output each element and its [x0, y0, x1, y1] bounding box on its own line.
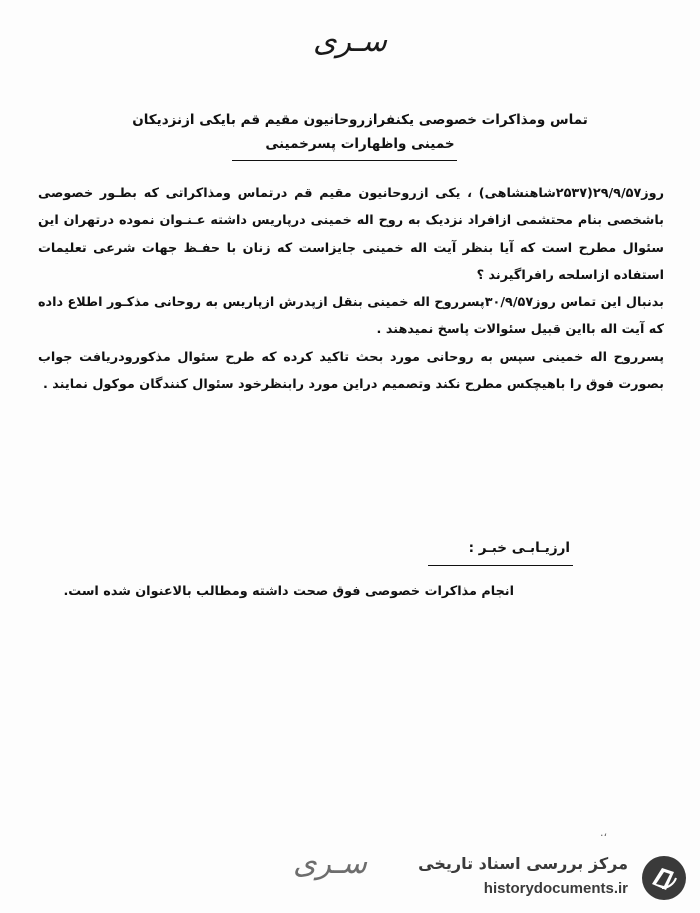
- scan-speck: .،: [600, 826, 608, 839]
- classification-stamp-bottom: سـری: [293, 846, 367, 881]
- evaluation-text: انجام مذاکرات خصوصی فوق صحت داشته ومطالب بالاعنوان شده است.: [63, 584, 514, 599]
- report-paragraph: بدنبال این تماس روز۳۰/۹/۵۷پسرروح اله خمینی بنقل ازپدرش ازپاریس به روحانی مذکـور اطلاع داده که آیت اله بااین قبیل سئوالات پاسخ نمیدهند .: [38, 295, 664, 338]
- evaluation-underline: [428, 565, 573, 566]
- document-title-line-2: خمینی واظهارات پسرخمینی: [265, 136, 455, 152]
- title-underline: [232, 160, 457, 161]
- watermark-title: مرکز بررسی اسناد تاریخی: [418, 854, 628, 873]
- evaluation-heading: ارزیـابـی خبـر :: [468, 540, 570, 556]
- document-title-line-1: تماس ومذاکرات خصوصی یکنفرازروحانیون مقیم قم بایکی ازنزدیکان: [132, 112, 588, 128]
- watermark-url: historydocuments.ir: [483, 880, 628, 897]
- report-body: [38, 180, 664, 398]
- archive-watermark: [416, 848, 688, 908]
- report-paragraph: روز۲۹/۹/۵۷(۲۵۳۷شاهنشاهی) ، یکی ازروحانیون مقیم قم درتماس ومذاکراتی که بطـور خصوصی باشخصی بنام محتشمی ازافراد نزدیک به روح اله خمینی درپاریس داشته عـنـوان نموده درتهران این سئوال مطرح است که آیا بنظر آیت اله خمینی جایزاست که زنان با حفـظ جهات شرعی تعلیمات استفاده ازاسلحه رافراگیرند ؟: [38, 186, 664, 283]
- report-paragraph: پسرروح اله خمینی سپس به روحانی مورد بحث تاکید کرده که طرح سئوال مذکورودریافت جواب بصورت فوق را باهیچکس مطرح نکند وتصمیم دراین مورد رابنظرخود سئوال کنندگان موکول نمایند .: [38, 349, 664, 393]
- archive-logo-icon: [640, 854, 688, 902]
- classification-stamp-top: سـری: [313, 24, 387, 59]
